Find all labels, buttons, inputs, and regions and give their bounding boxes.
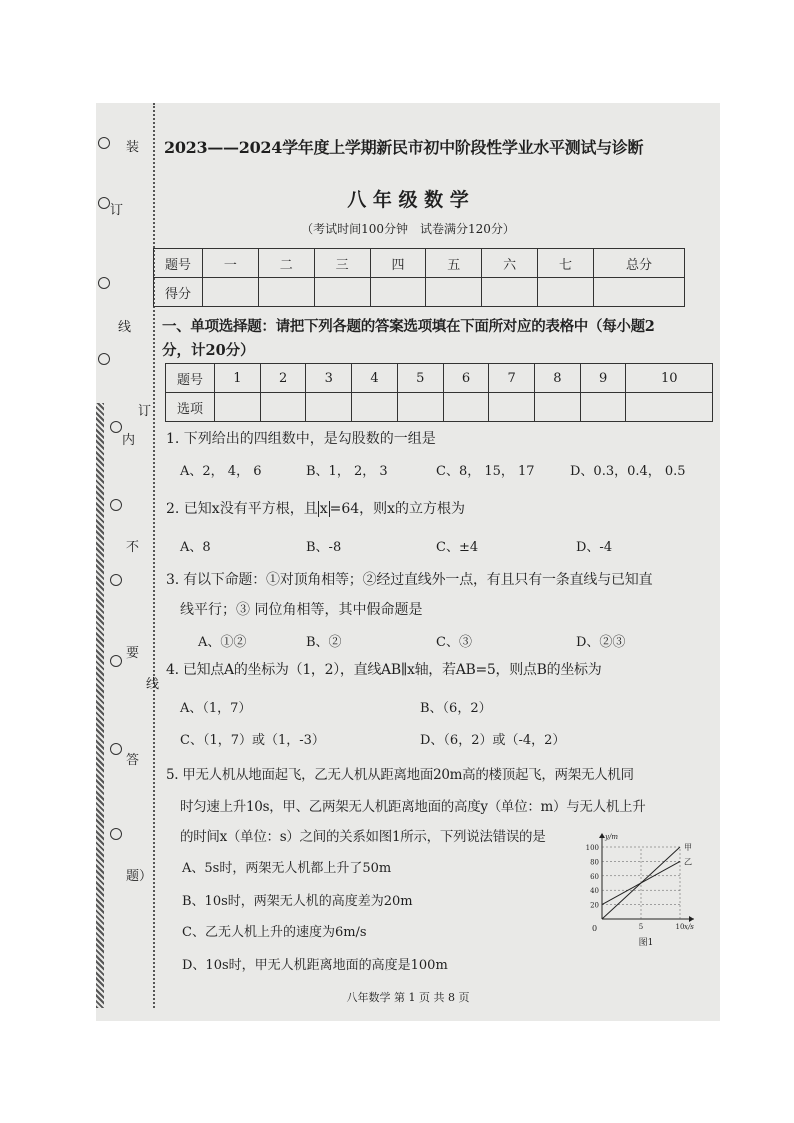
score-cell[interactable] (426, 278, 482, 307)
answer-cell[interactable] (626, 393, 713, 422)
binding-hole-icon (110, 499, 122, 511)
answer-table-cell: 3 (306, 364, 352, 393)
y-tick-label: 100 (585, 844, 599, 852)
answer-table-cell: 题号 (166, 364, 215, 393)
q4-option-b: B、（6，2） (420, 701, 492, 716)
score-cell[interactable] (370, 278, 426, 307)
exam-title: 2023——2024学年度上学期新民市初中阶段性学业水平测试与诊断 (164, 138, 644, 157)
answer-table-cell: 4 (352, 364, 398, 393)
question-5-stem-cont: 的时间x（单位：s）之间的关系如图1所示，下列说法错误的是 (180, 829, 546, 845)
score-table-cell: 五 (426, 249, 482, 278)
answer-table-cell: 6 (443, 364, 489, 393)
exam-paper (96, 103, 720, 1021)
series-label: 乙 (684, 857, 692, 867)
answer-table-cell: 1 (215, 364, 261, 393)
section-heading-cont: 分，计20分） (162, 342, 255, 359)
answer-cell[interactable] (397, 393, 443, 422)
score-table (153, 248, 685, 307)
question-5-stem: 5. 甲无人机从地面起飞，乙无人机从距离地面20m高的楼顶起飞，两架无人机同 (166, 767, 634, 783)
binding-hole-icon (110, 655, 122, 667)
q5-option-b: B、10s时，两架无人机的高度差为20m (182, 894, 413, 909)
score-table-cell: 一 (203, 249, 259, 278)
y-tick-label: 20 (590, 901, 599, 910)
question-2-stem (166, 498, 465, 518)
q1-option-b: B、1， 2， 3 (306, 464, 388, 479)
binding-dotted-line (153, 103, 155, 1008)
binding-hole-icon (110, 828, 122, 840)
answer-table-cell: 选项 (166, 393, 215, 422)
answer-cell[interactable] (306, 393, 352, 422)
question-3-stem: 3. 有以下命题：①对顶角相等；②经过直线外一点，有且只有一条直线与已知直 (166, 572, 653, 588)
figure-caption: 图1 (638, 938, 654, 948)
question-3-stem-cont: 线平行；③ 同位角相等，其中假命题是 (180, 602, 423, 618)
binding-hole-icon (98, 277, 110, 289)
answer-table-cell: 8 (535, 364, 581, 393)
score-table-cell: 题号 (154, 249, 203, 278)
q2-stem-post: =64，则x的立方根为 (329, 501, 466, 517)
answer-cell[interactable] (443, 393, 489, 422)
binding-hatch (96, 403, 104, 1008)
answer-cell[interactable] (535, 393, 581, 422)
q1-option-c: C、8， 15， 17 (436, 464, 535, 479)
q5-option-d: D、10s时，甲无人机距离地面的高度是100m (182, 958, 448, 973)
binding-label: 不 (126, 540, 140, 555)
score-table-cell: 七 (538, 249, 594, 278)
answer-cell[interactable] (489, 393, 535, 422)
section-heading: 一、单项选择题：请把下列各题的答案选项填在下面所对应的表格中（每小题2 (162, 318, 655, 335)
score-table-cell: 得分 (154, 278, 203, 307)
q3-option-a: A、①② (198, 635, 247, 650)
binding-label: 装 (126, 140, 140, 155)
q2-abs-value: x (319, 501, 328, 517)
answer-cell[interactable] (215, 393, 261, 422)
x-axis-label: x/s (684, 923, 694, 931)
origin-label: 0 (592, 924, 598, 933)
y-tick-label: 60 (590, 872, 599, 881)
binding-hole-icon (110, 421, 122, 433)
q2-option-b: B、-8 (306, 540, 342, 555)
answer-table-cell: 2 (260, 364, 306, 393)
score-cell[interactable] (538, 278, 594, 307)
y-tick-label: 40 (590, 887, 599, 896)
q2-option-a: A、8 (180, 540, 211, 555)
binding-label: 题） (126, 869, 153, 884)
score-cell[interactable] (314, 278, 370, 307)
answer-table-cell: 10 (626, 364, 713, 393)
binding-label: 订 (138, 404, 152, 419)
question-4-stem: 4. 已知点A的坐标为（1，2），直线AB∥x轴，若AB=5，则点B的坐标为 (166, 662, 602, 678)
binding-hole-icon (110, 743, 122, 755)
binding-label: 线 (118, 320, 132, 335)
q1-option-a: A、2， 4， 6 (180, 464, 262, 479)
series-label: 甲 (684, 843, 692, 852)
score-table-cell: 三 (314, 249, 370, 278)
q3-option-d: D、②③ (576, 635, 626, 650)
answer-table-cell: 9 (580, 364, 626, 393)
score-table-cell: 六 (482, 249, 538, 278)
score-table-header-row (154, 249, 685, 278)
q2-stem-pre: 2. 已知x没有平方根，且 (166, 501, 318, 517)
answer-table-choice-row (166, 393, 713, 422)
binding-label: 线 (146, 677, 160, 692)
q4-option-c: C、（1，7）或（1，-3） (180, 733, 325, 748)
binding-label: 内 (122, 433, 136, 448)
score-cell[interactable] (594, 278, 685, 307)
answer-table (165, 363, 713, 422)
answer-table-cell: 7 (489, 364, 535, 393)
binding-hole-icon (98, 353, 110, 365)
x-tick-label: 10 (675, 923, 685, 931)
answer-table-header-row (166, 364, 713, 393)
binding-hole-icon (110, 574, 122, 586)
q4-option-d: D、（6，2）或（-4，2） (420, 733, 566, 748)
subject-title: 八 年 级 数 学 (347, 189, 469, 211)
question-1-stem: 1. 下列给出的四组数中，是勾股数的一组是 (166, 431, 436, 447)
q3-option-c: C、③ (436, 635, 472, 650)
binding-label: 订 (110, 203, 124, 218)
score-cell[interactable] (482, 278, 538, 307)
score-cell[interactable] (203, 278, 259, 307)
q4-option-a: A、（1，7） (180, 701, 252, 716)
exam-info: （考试时间100分钟 试卷满分120分） (301, 222, 515, 236)
score-table-score-row (154, 278, 685, 307)
score-table-cell: 二 (258, 249, 314, 278)
q5-option-c: C、乙无人机上升的速度为6m/s (182, 925, 367, 940)
binding-hole-icon (98, 137, 110, 149)
question-5-stem-cont: 时匀速上升10s，甲、乙两架无人机距离地面的高度y（单位：m）与无人机上升 (180, 799, 646, 815)
y-axis-label: y/m (605, 833, 618, 841)
x-axis-arrow-icon (689, 916, 694, 922)
score-table-cell: 四 (370, 249, 426, 278)
score-cell[interactable] (258, 278, 314, 307)
q2-option-c: C、±4 (436, 540, 479, 555)
answer-cell[interactable] (260, 393, 306, 422)
y-tick-label: 80 (590, 858, 599, 867)
page-footer: 八年数学 第 1 页 共 8 页 (346, 991, 470, 1004)
q3-option-b: B、② (306, 635, 342, 650)
answer-table-cell: 5 (397, 364, 443, 393)
q2-option-d: D、-4 (576, 540, 613, 555)
answer-cell[interactable] (352, 393, 398, 422)
figure-1-chart (582, 827, 712, 951)
binding-label: 要 (126, 646, 140, 661)
x-tick-label: 5 (638, 923, 644, 931)
q1-option-d: D、0.3，0.4， 0.5 (570, 464, 686, 479)
binding-label: 答 (126, 753, 140, 768)
score-table-cell: 总分 (594, 249, 685, 278)
answer-cell[interactable] (580, 393, 626, 422)
q5-option-a: A、5s时，两架无人机都上升了50m (182, 861, 392, 876)
